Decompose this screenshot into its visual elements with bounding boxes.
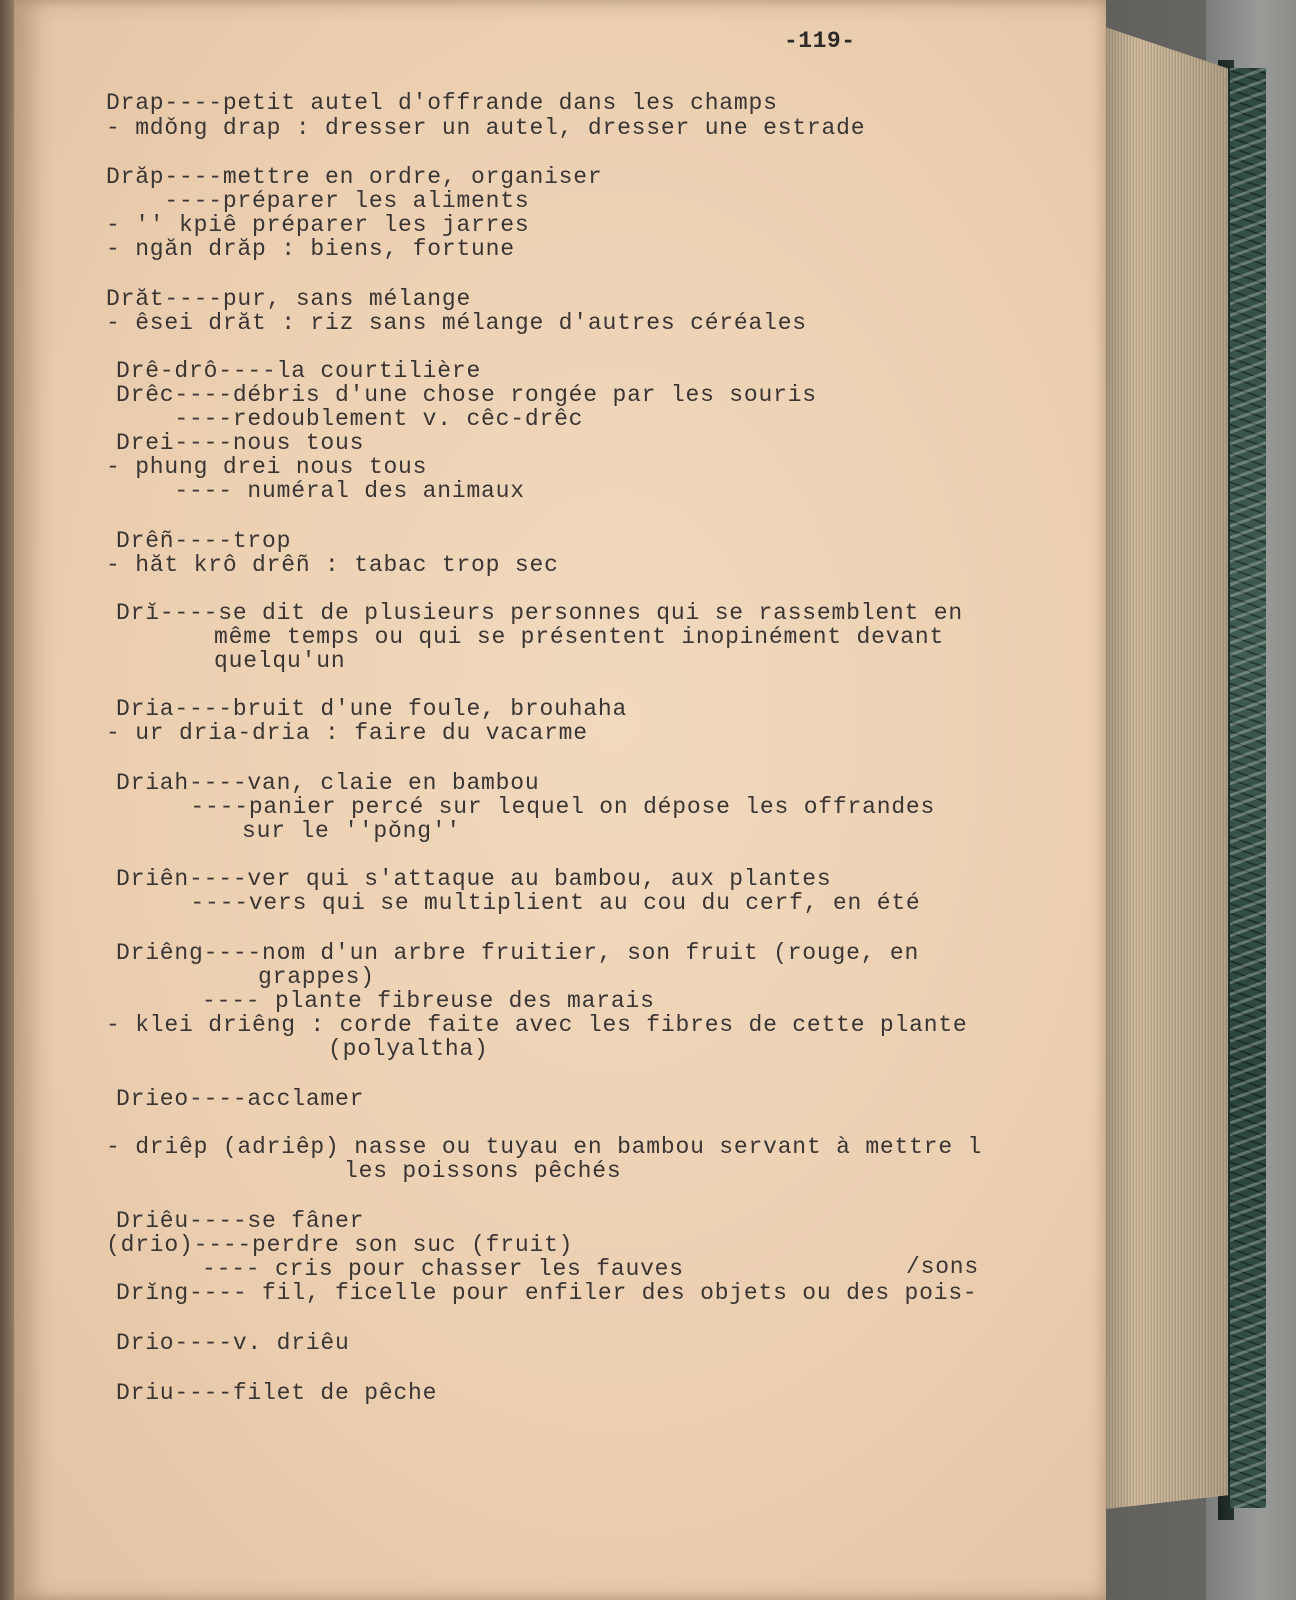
entry-line: - '' kpiê préparer les jarres xyxy=(106,212,530,238)
marbled-cover-edge xyxy=(1228,68,1266,1508)
entry-headline: Driu----filet de pêche xyxy=(116,1380,438,1406)
entry-line: - êsei drăt : riz sans mélange d'autres céréales xyxy=(106,310,807,336)
entry-headline: Drê-drô----la courtilière xyxy=(116,358,482,384)
page-number: -119- xyxy=(784,28,856,54)
entry-line: quelqu'un xyxy=(214,648,346,674)
entry-line: ---- numéral des animaux xyxy=(116,478,525,504)
entry-headline: Drieo----acclamer xyxy=(116,1086,365,1112)
entry-headline: Drei----nous tous xyxy=(116,430,365,456)
entry-line: - klei driêng : corde faite avec les fibres de cette plante xyxy=(106,1012,968,1038)
entry-line: même temps ou qui se présentent inopinément devant xyxy=(214,624,945,650)
entry-headline: Dria----bruit d'une foule, brouhaha xyxy=(116,696,628,722)
entry-headline: Driên----ver qui s'attaque au bambou, aux plantes xyxy=(116,866,832,892)
entry-headline: Drap----petit autel d'offrande dans les champs xyxy=(106,90,778,116)
entry-line: - mdǒng drap : dresser un autel, dresser une estrade xyxy=(106,115,866,141)
entry-line: sur le ''pǒng'' xyxy=(242,818,462,844)
entry-line: - phung drei nous tous xyxy=(106,454,428,480)
entry-headline: Drăp----mettre en ordre, organiser xyxy=(106,164,603,190)
entry-line: (polyaltha) xyxy=(328,1036,489,1062)
entry-headline: Driah----van, claie en bambou xyxy=(116,770,540,796)
entry-line: ----préparer les aliments xyxy=(106,188,530,214)
overflow-note: /sons xyxy=(906,1254,980,1280)
dictionary-page xyxy=(14,0,1106,1600)
entry-headline: Drĭng---- fil, ficelle pour enfiler des objets ou des pois- xyxy=(116,1280,978,1306)
entry-line: ----redoublement v. cêc-drêc xyxy=(116,406,584,432)
entry-line: ----vers qui se multiplient au cou du cerf, en été xyxy=(132,890,921,916)
entry-headline: Drĭ----se dit de plusieurs personnes qui se rassemblent en xyxy=(116,600,963,626)
entry-line: grappes) xyxy=(258,964,375,990)
entry-headline: Driêng----nom d'un arbre fruitier, son fruit (rouge, en xyxy=(116,940,920,966)
entry-headline: - driêp (adriêp) nasse ou tuyau en bambou servant à mettre l xyxy=(106,1134,983,1160)
entry-line: (drio)----perdre son suc (fruit) xyxy=(106,1232,574,1258)
entry-headline: Driêu----se fâner xyxy=(116,1208,365,1234)
entry-line: ----panier percé sur lequel on dépose les offrandes xyxy=(132,794,936,820)
entry-line: - ngăn drăp : biens, fortune xyxy=(106,236,515,262)
entry-line: - hăt krô drêñ : tabac trop sec xyxy=(106,552,559,578)
entry-headline: Drêñ----trop xyxy=(116,528,292,554)
entry-line: ---- cris pour chasser les fauves xyxy=(202,1256,684,1282)
entry-line: les poissons pêchés xyxy=(344,1158,622,1184)
entry-line: ---- plante fibreuse des marais xyxy=(202,988,655,1014)
entry-line: - ur dria-dria : faire du vacarme xyxy=(106,720,588,746)
entry-headline: Drêc----débris d'une chose rongée par les souris xyxy=(116,382,817,408)
entry-headline: Drio----v. driêu xyxy=(116,1330,350,1356)
entry-headline: Drăt----pur, sans mélange xyxy=(106,286,472,312)
